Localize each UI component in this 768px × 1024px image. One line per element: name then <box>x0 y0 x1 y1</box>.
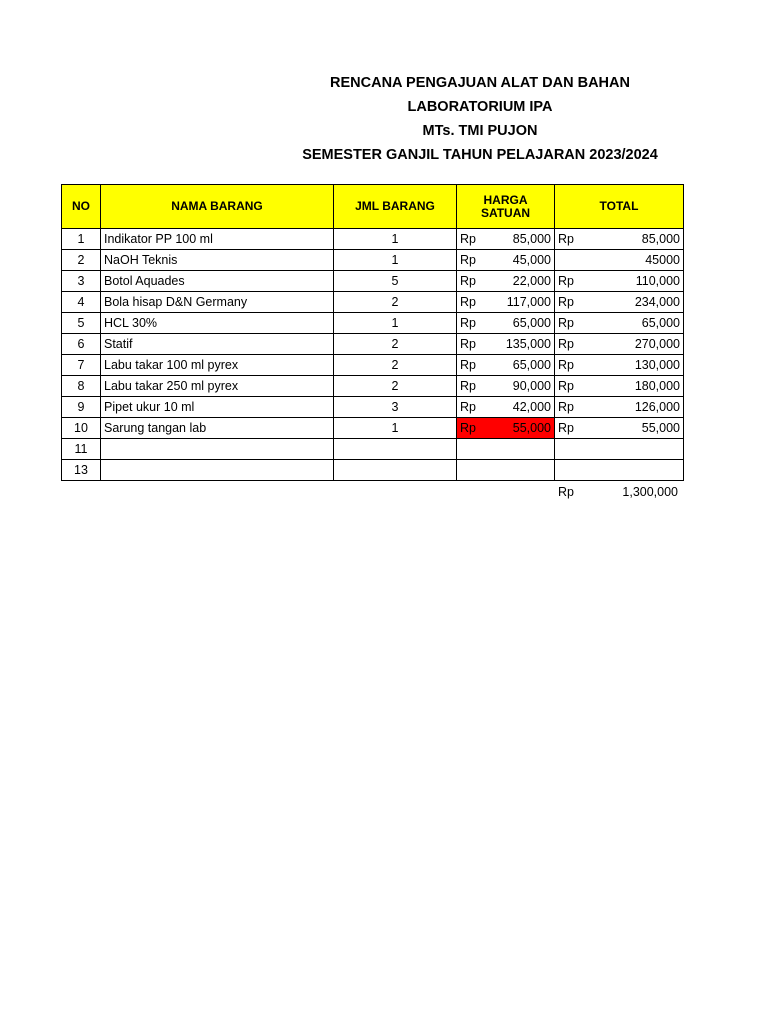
row-jml-barang: 1 <box>334 250 457 271</box>
grand-total-value: 1,300,000 <box>622 485 678 499</box>
row-harga-currency: Rp <box>460 421 476 435</box>
row-harga-value: 65,000 <box>512 316 551 330</box>
header-nama-barang: NAMA BARANG <box>101 185 334 229</box>
row-nama-barang <box>101 460 334 481</box>
row-nama-barang: Labu takar 100 ml pyrex <box>101 355 334 376</box>
header-harga-satuan <box>457 185 555 229</box>
row-jml-barang: 3 <box>334 397 457 418</box>
row-harga-currency: Rp <box>460 358 476 372</box>
row-harga-currency: Rp <box>460 295 476 309</box>
row-harga-satuan <box>457 292 555 313</box>
table-row <box>62 334 684 355</box>
row-harga-value: 117,000 <box>506 295 551 309</box>
row-total <box>555 250 684 271</box>
header-no: NO <box>62 185 101 229</box>
row-total <box>555 418 684 439</box>
row-total-value: 45000 <box>645 253 680 267</box>
row-harga-currency: Rp <box>460 253 476 267</box>
row-total-value: 55,000 <box>641 421 680 435</box>
row-total <box>555 397 684 418</box>
header-jml-barang: JML BARANG <box>334 185 457 229</box>
row-no: 1 <box>62 229 101 250</box>
table-row <box>62 292 684 313</box>
row-no: 10 <box>62 418 101 439</box>
row-nama-barang: Sarung tangan lab <box>101 418 334 439</box>
row-total-currency: Rp <box>558 232 574 246</box>
row-total <box>555 292 684 313</box>
header-harga-line1: HARGA <box>483 192 528 207</box>
table-row <box>62 355 684 376</box>
row-no: 7 <box>62 355 101 376</box>
row-nama-barang: HCL 30% <box>101 313 334 334</box>
row-harga-satuan <box>457 439 555 460</box>
row-total-value: 180,000 <box>634 379 680 393</box>
row-harga-value: 85,000 <box>512 232 551 246</box>
row-jml-barang: 1 <box>334 313 457 334</box>
row-jml-barang: 1 <box>334 229 457 250</box>
table-row <box>62 250 684 271</box>
row-harga-satuan <box>457 460 555 481</box>
table-row <box>62 439 684 460</box>
row-harga-currency: Rp <box>460 379 476 393</box>
title-line-1: RENCANA PENGAJUAN ALAT DAN BAHAN <box>330 75 630 91</box>
title-line-4: SEMESTER GANJIL TAHUN PELAJARAN 2023/2024 <box>302 147 658 163</box>
row-nama-barang: Pipet ukur 10 ml <box>101 397 334 418</box>
row-total <box>555 376 684 397</box>
row-harga-satuan <box>457 418 555 439</box>
title-line-2: LABORATORIUM IPA <box>407 99 553 115</box>
row-total <box>555 355 684 376</box>
row-harga-satuan <box>457 313 555 334</box>
row-no: 13 <box>62 460 101 481</box>
row-harga-value: 65,000 <box>512 358 551 372</box>
row-total-currency: Rp <box>558 316 574 330</box>
row-total <box>555 460 684 481</box>
row-no: 9 <box>62 397 101 418</box>
row-nama-barang <box>101 439 334 460</box>
title-line-3: MTs. TMI PUJON <box>422 123 538 139</box>
header-harga-line2: SATUAN <box>480 205 531 220</box>
row-no: 2 <box>62 250 101 271</box>
row-no: 11 <box>62 439 101 460</box>
row-total-value: 270,000 <box>634 337 680 351</box>
row-total-currency: Rp <box>558 379 574 393</box>
row-jml-barang: 5 <box>334 271 457 292</box>
row-no: 6 <box>62 334 101 355</box>
grand-total <box>558 485 678 499</box>
row-no: 5 <box>62 313 101 334</box>
row-harga-satuan <box>457 397 555 418</box>
row-jml-barang: 1 <box>334 418 457 439</box>
row-no: 3 <box>62 271 101 292</box>
row-jml-barang: 2 <box>334 376 457 397</box>
row-harga-currency: Rp <box>460 274 476 288</box>
row-total <box>555 313 684 334</box>
row-harga-satuan <box>457 271 555 292</box>
row-nama-barang: Labu takar 250 ml pyrex <box>101 376 334 397</box>
row-jml-barang: 2 <box>334 292 457 313</box>
row-total <box>555 334 684 355</box>
row-harga-currency: Rp <box>460 400 476 414</box>
table-row <box>62 313 684 334</box>
row-total-currency: Rp <box>558 337 574 351</box>
row-total <box>555 229 684 250</box>
table-row <box>62 418 684 439</box>
row-total-value: 65,000 <box>641 316 680 330</box>
header-total: TOTAL <box>555 185 684 229</box>
row-total-currency: Rp <box>558 421 574 435</box>
row-nama-barang: Indikator PP 100 ml <box>101 229 334 250</box>
row-total-value: 126,000 <box>634 400 680 414</box>
row-jml-barang: 2 <box>334 334 457 355</box>
row-harga-satuan <box>457 250 555 271</box>
row-nama-barang: Botol Aquades <box>101 271 334 292</box>
row-total-currency: Rp <box>558 400 574 414</box>
row-total-value: 234,000 <box>634 295 680 309</box>
table-body <box>62 229 684 481</box>
row-nama-barang: Statif <box>101 334 334 355</box>
row-total-value: 130,000 <box>634 358 680 372</box>
table-row <box>62 229 684 250</box>
row-total-currency: Rp <box>558 295 574 309</box>
row-jml-barang: 2 <box>334 355 457 376</box>
row-harga-currency: Rp <box>460 316 476 330</box>
row-harga-currency: Rp <box>460 337 476 351</box>
row-harga-value: 135,000 <box>505 337 551 351</box>
row-harga-value: 90,000 <box>512 379 551 393</box>
table-row <box>62 376 684 397</box>
row-jml-barang <box>334 460 457 481</box>
row-no: 4 <box>62 292 101 313</box>
row-total <box>555 271 684 292</box>
row-harga-satuan <box>457 334 555 355</box>
row-harga-satuan <box>457 229 555 250</box>
row-harga-satuan <box>457 376 555 397</box>
table-row <box>62 460 684 481</box>
row-jml-barang <box>334 439 457 460</box>
row-total-value: 85,000 <box>641 232 680 246</box>
row-total-currency: Rp <box>558 358 574 372</box>
row-harga-value: 55,000 <box>512 421 551 435</box>
row-total <box>555 439 684 460</box>
items-table <box>61 184 684 481</box>
grand-total-currency: Rp <box>558 485 574 499</box>
table-row <box>62 271 684 292</box>
row-harga-satuan <box>457 355 555 376</box>
row-harga-currency: Rp <box>460 232 476 246</box>
table-row <box>62 397 684 418</box>
row-nama-barang: Bola hisap D&N Germany <box>101 292 334 313</box>
document-title-block <box>240 71 720 167</box>
row-total-currency: Rp <box>558 274 574 288</box>
row-harga-value: 42,000 <box>512 400 551 414</box>
row-harga-value: 45,000 <box>512 253 551 267</box>
row-harga-value: 22,000 <box>512 274 551 288</box>
row-total-value: 110,000 <box>635 274 680 288</box>
row-nama-barang: NaOH Teknis <box>101 250 334 271</box>
table-header-row <box>62 185 684 229</box>
row-no: 8 <box>62 376 101 397</box>
